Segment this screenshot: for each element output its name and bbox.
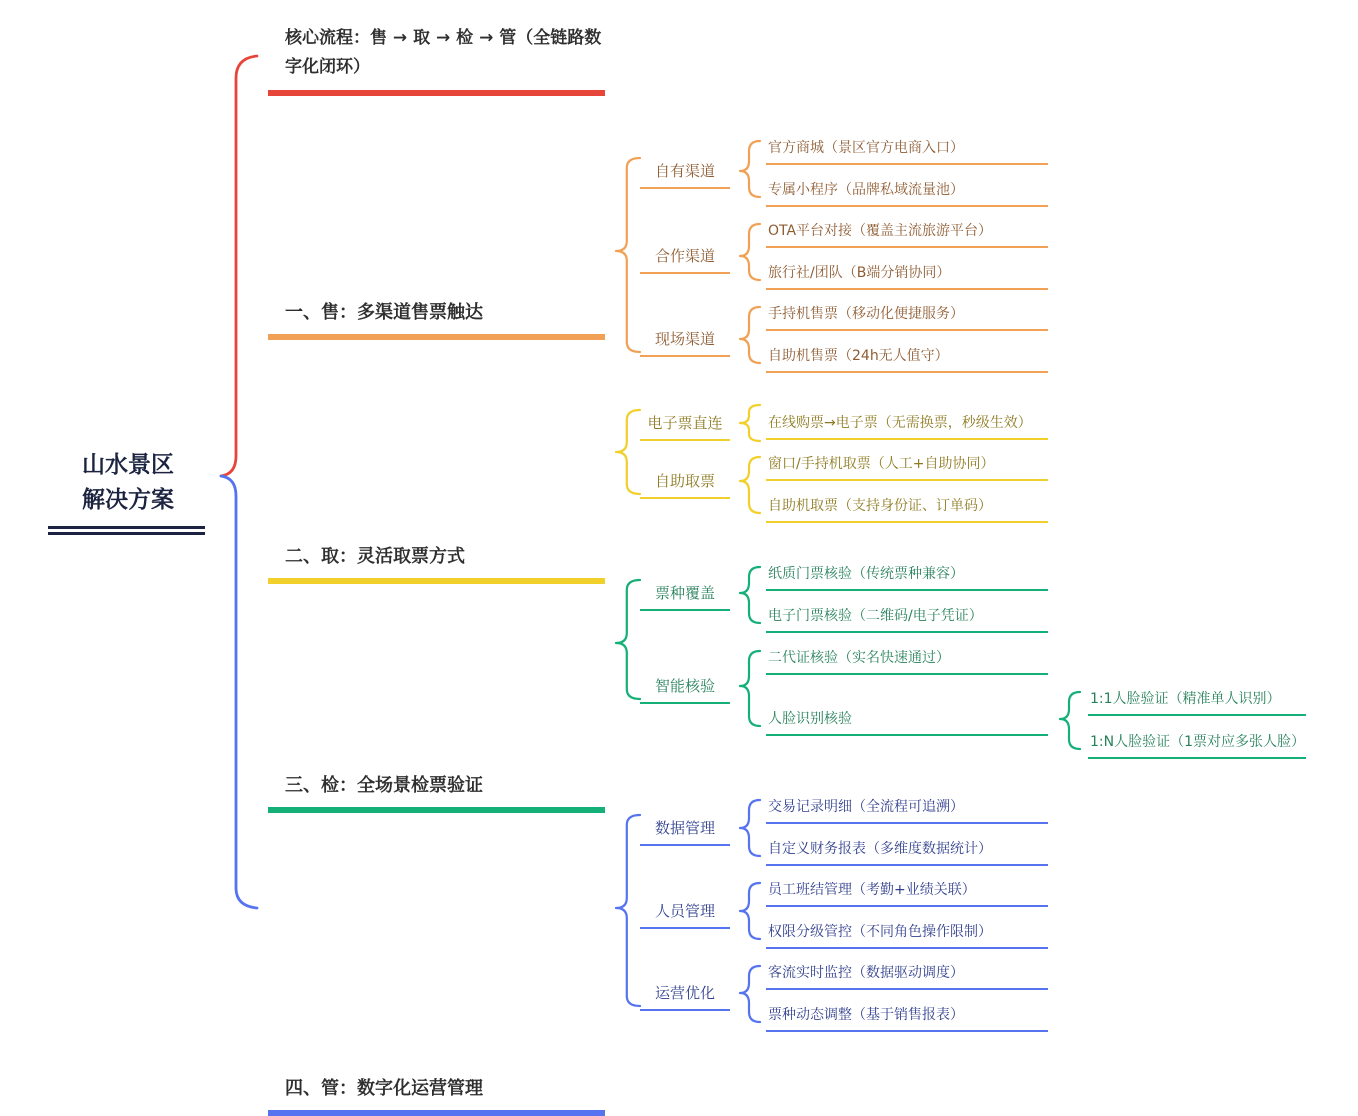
- leaf-visitor-monitoring[interactable]: 客流实时监控（数据驱动调度）: [766, 964, 1048, 990]
- root-node[interactable]: [58, 448, 198, 518]
- branch-node-take[interactable]: 二、取：灵活取票方式: [268, 544, 605, 581]
- node-smart-verification[interactable]: 智能核验: [640, 677, 730, 704]
- brace-take: [616, 410, 640, 494]
- leaf-face-recognition-check[interactable]: 人脸识别核验: [766, 710, 1048, 736]
- brace-staff-management: [740, 883, 760, 939]
- brace-own-channels: [740, 141, 760, 197]
- branch-node-check[interactable]: 三、检：全场景检票验证: [268, 773, 605, 810]
- leaf-ota-platform[interactable]: OTA平台对接（覆盖主流旅游平台）: [766, 222, 1048, 248]
- node-ticket-type-coverage[interactable]: 票种覆盖: [640, 584, 730, 611]
- node-self-pickup[interactable]: 自助取票: [640, 472, 730, 499]
- leaf-shift-management[interactable]: 员工班结管理（考勤+业绩关联）: [766, 881, 1048, 907]
- leaf-mini-program[interactable]: 专属小程序（品牌私域流量池）: [766, 181, 1048, 207]
- brace-onsite-channels: [740, 307, 760, 363]
- brace-eticket-direct: [740, 405, 760, 441]
- node-staff-management[interactable]: 人员管理: [640, 902, 730, 929]
- leaf-id-card-check[interactable]: 二代证核验（实名快速通过）: [766, 649, 1048, 675]
- root-title-line2: 解决方案: [82, 487, 174, 513]
- root-title-line1: 山水景区: [82, 452, 174, 478]
- leaf-transaction-records[interactable]: 交易记录明细（全流程可追溯）: [766, 798, 1048, 824]
- leaf-handheld-sales[interactable]: 手持机售票（移动化便捷服务）: [766, 305, 1048, 331]
- node-onsite-channels[interactable]: 现场渠道: [640, 330, 730, 357]
- node-partner-channels[interactable]: 合作渠道: [640, 247, 730, 274]
- branch-node-manage[interactable]: 四、管：数字化运营管理: [268, 1076, 605, 1113]
- leaf-window-pickup[interactable]: 窗口/手持机取票（人工+自助协同）: [766, 455, 1048, 481]
- leaf-face-1toN[interactable]: 1:N人脸验证（1票对应多张人脸）: [1088, 733, 1306, 759]
- main-brace-top: [221, 56, 257, 476]
- leaf-permission-control[interactable]: 权限分级管控（不同角色操作限制）: [766, 923, 1048, 949]
- brace-partner-channels: [740, 224, 760, 280]
- brace-smart-verification: [740, 651, 760, 726]
- leaf-eticket-check[interactable]: 电子门票核验（二维码/电子凭证）: [766, 607, 1048, 633]
- leaf-kiosk-pickup[interactable]: 自助机取票（支持身份证、订单码）: [766, 497, 1048, 523]
- brace-face-recognition: [1060, 692, 1080, 749]
- leaf-travel-agency[interactable]: 旅行社/团队（B端分销协同）: [766, 264, 1048, 290]
- leaf-face-1to1[interactable]: 1:1人脸验证（精准单人识别）: [1088, 690, 1306, 716]
- brace-manage: [616, 815, 640, 1006]
- node-operations-optimization[interactable]: 运营优化: [640, 984, 730, 1011]
- brace-sell: [616, 158, 640, 352]
- leaf-paper-ticket-check[interactable]: 纸质门票核验（传统票种兼容）: [766, 565, 1048, 591]
- node-own-channels[interactable]: 自有渠道: [640, 162, 730, 189]
- node-data-management[interactable]: 数据管理: [640, 819, 730, 846]
- brace-check: [616, 580, 640, 699]
- branch-node-sell[interactable]: 一、售：多渠道售票触达: [268, 300, 605, 337]
- core-process-note[interactable]: 核心流程：售 → 取 → 检 → 管（全链路数字化闭环）: [268, 24, 605, 93]
- main-brace-bottom: [221, 476, 257, 908]
- brace-operations-optimization: [740, 966, 760, 1022]
- brace-self-pickup: [740, 457, 760, 513]
- leaf-official-mall[interactable]: 官方商城（景区官方电商入口）: [766, 139, 1048, 165]
- leaf-online-eticket[interactable]: 在线购票→电子票（无需换票，秒级生效）: [766, 414, 1048, 440]
- leaf-kiosk-sales[interactable]: 自助机售票（24h无人值守）: [766, 347, 1048, 373]
- leaf-ticket-adjustment[interactable]: 票种动态调整（基于销售报表）: [766, 1006, 1048, 1032]
- brace-ticket-coverage: [740, 567, 760, 623]
- root-underline: [48, 526, 205, 535]
- leaf-custom-reports[interactable]: 自定义财务报表（多维度数据统计）: [766, 840, 1048, 866]
- node-eticket-direct[interactable]: 电子票直连: [640, 414, 730, 441]
- brace-data-management: [740, 800, 760, 856]
